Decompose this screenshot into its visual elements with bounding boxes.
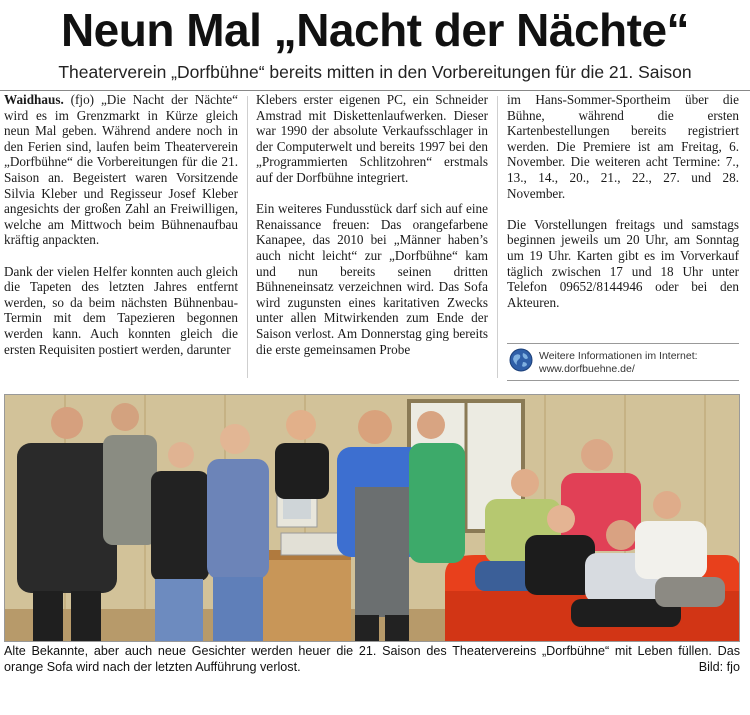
column-divider xyxy=(247,96,248,378)
info-label: Weitere Informationen im Internet: xyxy=(539,350,698,362)
info-box xyxy=(507,343,739,381)
photo-credit: Bild: fjo xyxy=(698,660,740,674)
paragraph-1-text: (fjo) „Die Nacht der Nächte“ wird es im Grenzmarkt in Kürze gleich neun Mal geben. Während andere noch in den Ferien sind, laufen beim Theaterverein „Dorfbühne“ die Vorbereitungen für die 21. Saison an. Begeistert waren Vorsitzende Silvia Kleber und Regisseur Josef Kleber angesichts der großen Zahl an Freiwilligen, welche am Mittwoch beim Bühnenaufbau kräftig anpackten. xyxy=(4,92,238,248)
info-url[interactable]: www.dorfbuehne.de/ xyxy=(539,363,635,375)
article-column-3 xyxy=(507,92,739,310)
dateline: Waidhaus. xyxy=(4,92,64,107)
article-column-2 xyxy=(256,92,488,357)
subheadline: Theaterverein „Dorfbühne“ bereits mitten in den Vorbereitungen für die 21. Saison xyxy=(58,62,692,82)
column-divider xyxy=(497,96,498,378)
info-text xyxy=(539,350,698,376)
article-column-1 xyxy=(4,92,238,357)
paragraph-2: Dank der vielen Helfer konnten auch gleich die Tapeten des letzten Jahres entfernt werden, so da beim nächsten Bühnenbau-Termin mit dem Tapezieren begonnen werden kann. Auch konnten gleich die ersten Requisiten postiert werden, darunter xyxy=(4,263,238,357)
globe-icon xyxy=(509,348,533,372)
paragraph-3: Klebers erster eigenen PC, ein Schneider Amstrad mit Diskettenlaufwerken. Dieser war 1990 der absolute Verkaufsschlager in der Computerwelt und bereits 1997 bei den „Programmierten Schlitzohren“ erstmals auf der Dorfbühne integriert. xyxy=(256,92,488,185)
paragraph-1 xyxy=(4,92,238,248)
header-rule xyxy=(0,90,750,91)
paragraph-4: Ein weiteres Fundusstück darf sich auf eine Renaissance freuen: Das orangefarbene Kanapee, das 2010 bei „Männer haben’s auch nicht leicht“ zur „Dorfbühne“ kam und nun bereits seinen dritten Bühneneinsatz verzeichnen wird. Das Sofa wird zugunsten eines karitativen Zwecks unter allen Mitwirkenden zum Ende der Saison verlost. Am Donnerstag ging bereits die erste gemeinsamen Probe xyxy=(256,201,488,357)
group-photo xyxy=(4,394,740,642)
paragraph-6: Die Vorstellungen freitags und samstags beginnen jeweils um 20 Uhr, am Sonntag um 19 Uhr. Karten gibt es im Vorverkauf täglich zwischen 17 und 18 Uhr unter Telefon 09652/8144946 oder bei den Akteuren. xyxy=(507,216,739,310)
photo-caption: Alte Bekannte, aber auch neue Gesichter werden heuer die 21. Saison des Theatervereins „Dorfbühne“ mit Leben füllen. Das orange Sofa wird nach der letzten Aufführung verlost. xyxy=(4,644,740,674)
group-photo-illustration xyxy=(5,395,740,642)
headline: Neun Mal „Nacht der Nächte“ xyxy=(60,4,690,56)
paragraph-5: im Hans-Sommer-Sportheim über die Bühne, während die ersten Kartenbestellungen bereits registriert werden. Die Premiere ist am Freitag, 6. November. Die weiteren acht Termine: 7., 13., 14., 20., 21., 22., 27. und 28. November. xyxy=(507,92,739,201)
